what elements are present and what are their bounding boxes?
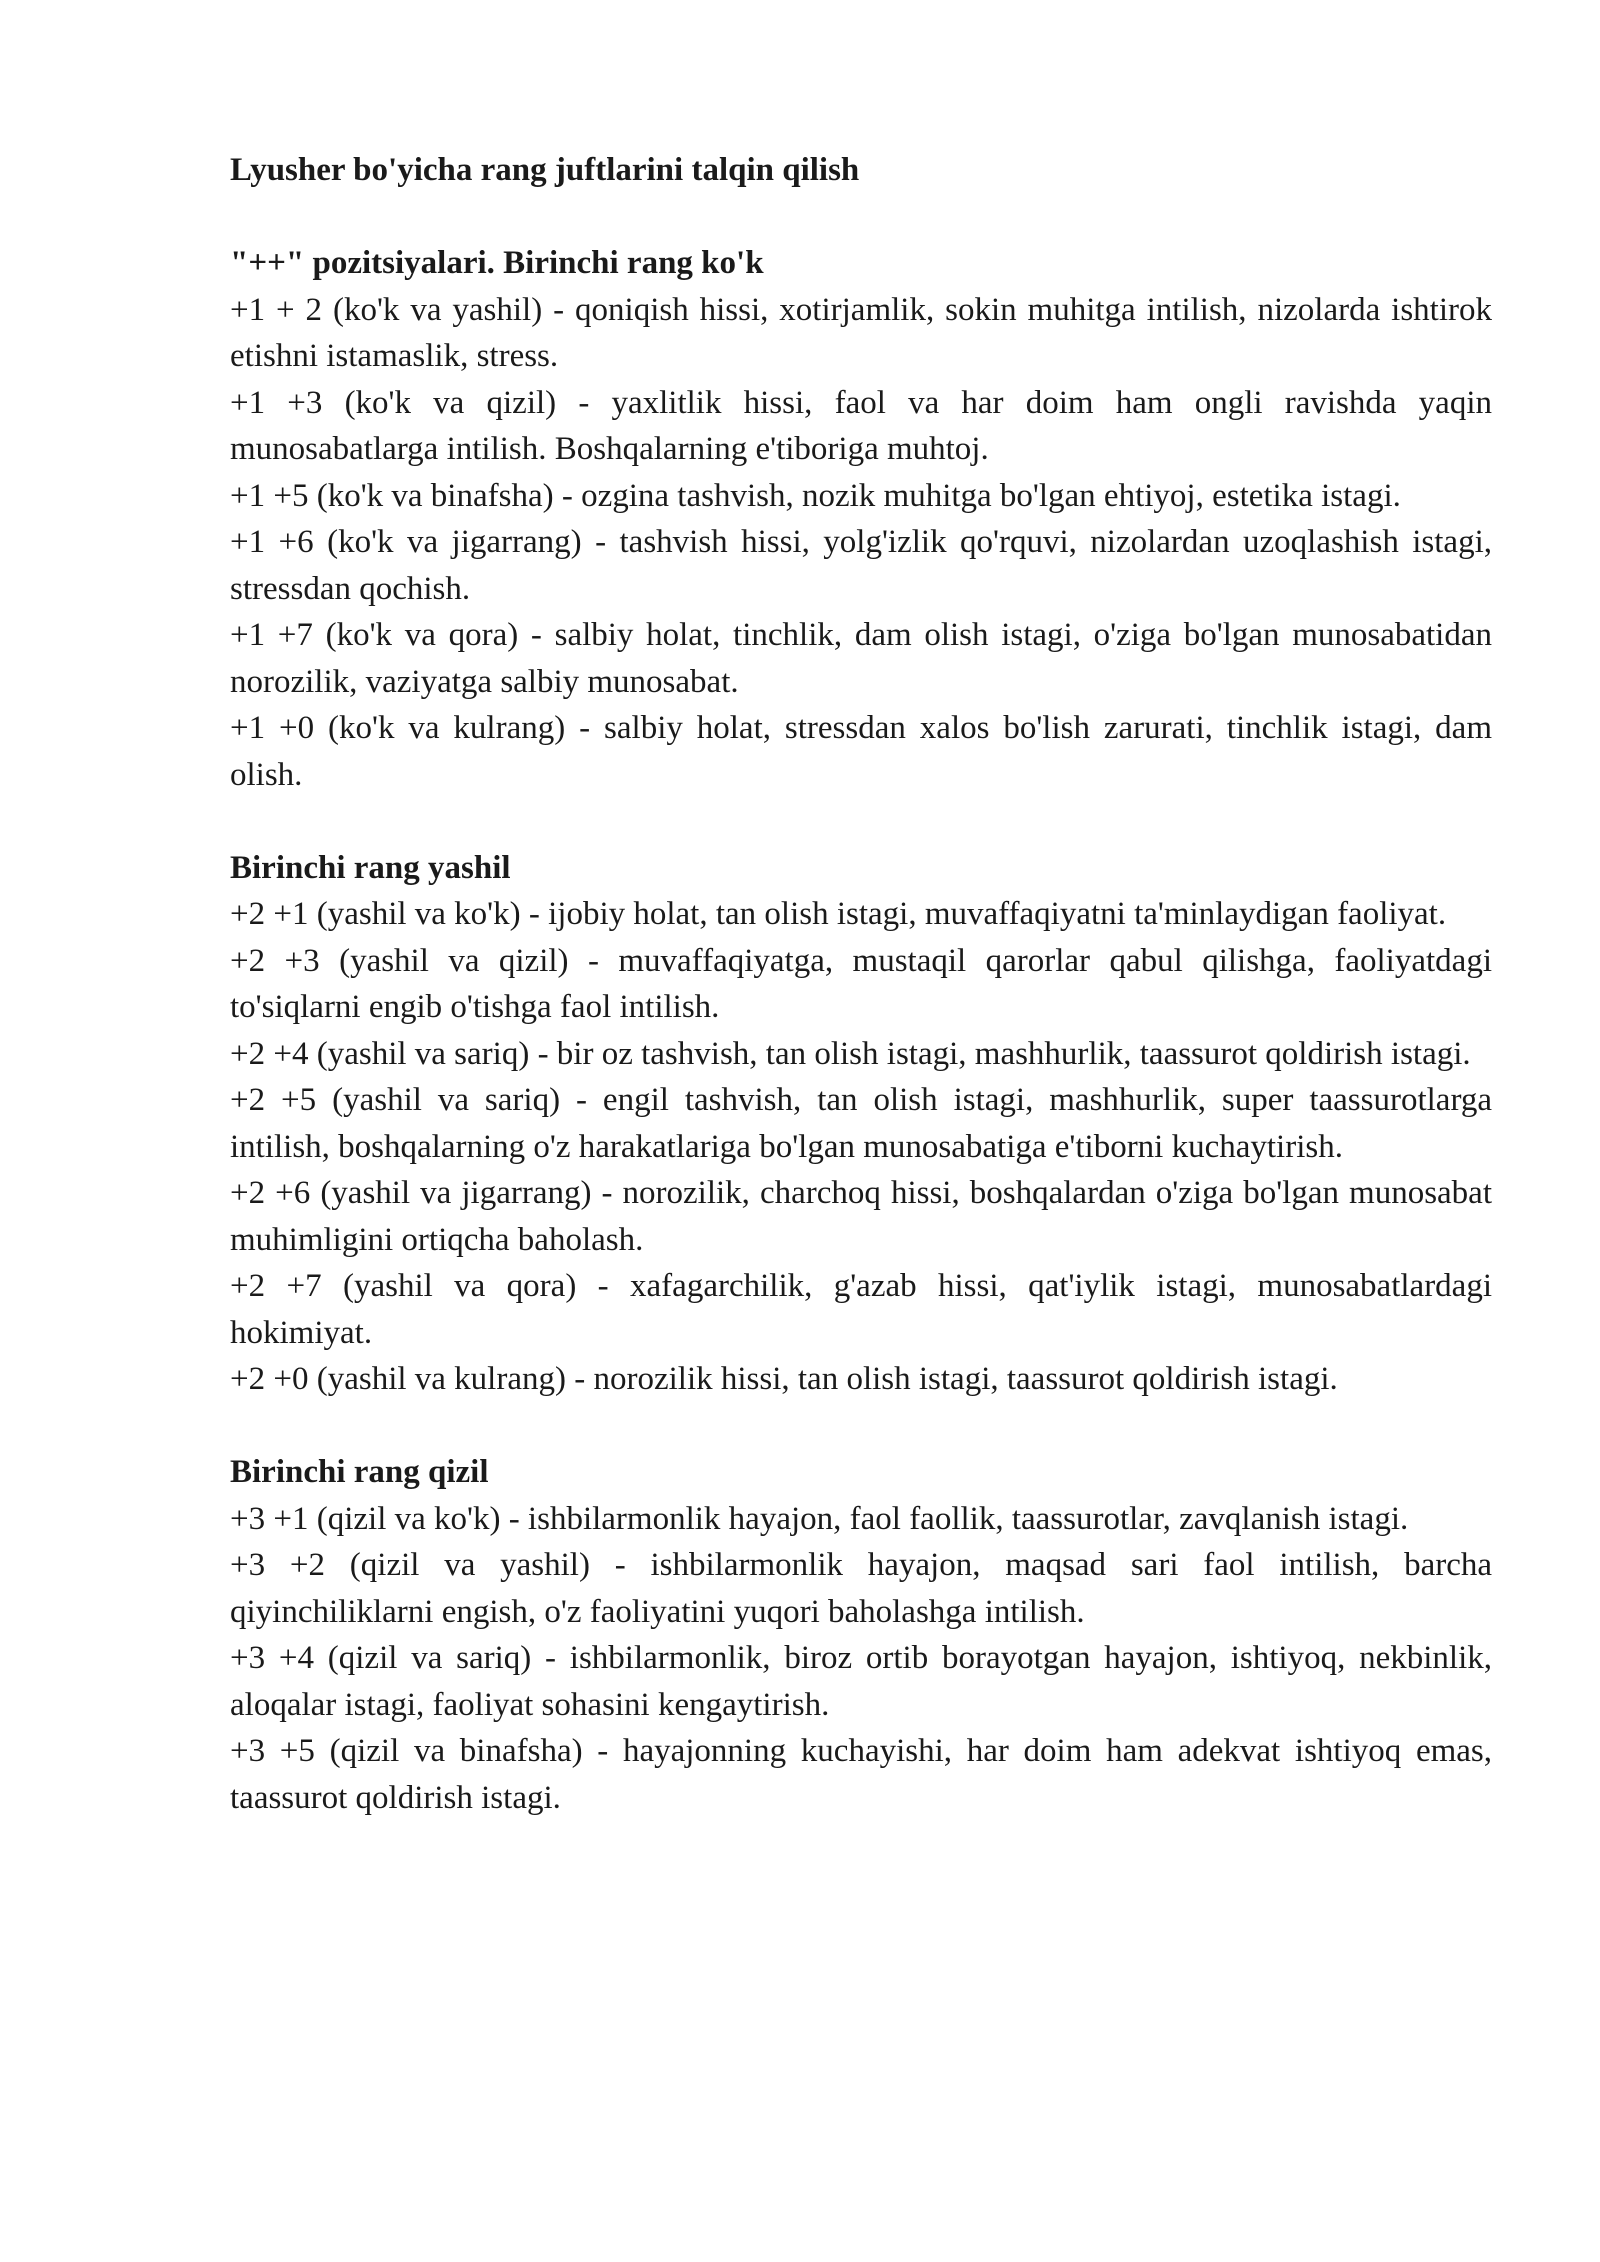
section-blue <box>230 240 1492 798</box>
color-pair-entry: +2 +0 (yashil va kulrang) - norozilik hissi, tan olish istagi, taassurot qoldirish istagi. <box>230 1361 1338 1397</box>
color-pair-entry: +2 +6 (yashil va jigarrang) - norozilik, charchoq hissi, boshqalardan o'ziga bo'lgan munosabat muhimligini ortiqcha baholash. <box>230 1175 1492 1258</box>
color-pair-entry: +2 +1 (yashil va ko'k) - ijobiy holat, tan olish istagi, muvaffaqiyatni ta'minlaydigan faoliyat. <box>230 896 1447 932</box>
color-pair-entry: +1 +3 (ko'k va qizil) - yaxlitlik hissi, faol va har doim ham ongli ravishda yaqin munosabatlarga intilish. Boshqalarning e'tiboriga muhtoj. <box>230 384 1492 467</box>
section-heading: Birinchi rang yashil <box>230 849 511 886</box>
section-green <box>230 845 1492 1403</box>
color-pair-entry: +1 +5 (ko'k va binafsha) - ozgina tashvish, nozik muhitga bo'lgan ehtiyoj, estetika istagi. <box>230 477 1401 514</box>
color-pair-entry: +2 +3 (yashil va qizil) - muvaffaqiyatga, mustaqil qarorlar qabul qilishga, faoliyatdagi to'siqlarni engib o'tishga faol intilish. <box>230 942 1492 1025</box>
document-page <box>230 147 1492 1868</box>
color-pair-entry: +1 + 2 (ko'k va yashil) - qoniqish hissi, xotirjamlik, sokin muhitga intilish, nizolarda ishtirok etishni istamaslik, stress. <box>230 291 1492 374</box>
color-pair-entry: +1 +6 (ko'k va jigarrang) - tashvish hissi, yolg'izlik qo'rquvi, nizolardan uzoqlashish istagi, stressdan qochish. <box>230 524 1492 607</box>
color-pair-entry: +3 +4 (qizil va sariq) - ishbilarmonlik, biroz ortib borayotgan hayajon, ishtiyoq, nekbinlik, aloqalar istagi, faoliyat sohasini kengaytirish. <box>230 1640 1492 1723</box>
section-heading: "++" pozitsiyalari. Birinchi rang ko'k <box>230 245 764 281</box>
document-title: Lyusher bo'yicha rang juftlarini talqin qilish <box>230 152 860 188</box>
color-pair-entry: +3 +2 (qizil va yashil) - ishbilarmonlik hayajon, maqsad sari faol intilish, barcha qiyinchiliklarni engish, o'z faoliyatini yuqori baholashga intilish. <box>230 1547 1492 1630</box>
color-pair-entry: +1 +7 (ko'k va qora) - salbiy holat, tinchlik, dam olish istagi, o'ziga bo'lgan munosabatidan norozilik, vaziyatga salbiy munosabat. <box>230 617 1492 700</box>
color-pair-entry: +1 +0 (ko'k va kulrang) - salbiy holat, stressdan xalos bo'lish zarurati, tinchlik istagi, dam olish. <box>230 710 1492 793</box>
color-pair-entry: +3 +5 (qizil va binafsha) - hayajonning kuchayishi, har doim ham adekvat ishtiyoq emas, taassurot qoldirish istagi. <box>230 1733 1492 1816</box>
section-heading: Birinchi rang qizil <box>230 1454 489 1490</box>
color-pair-entry: +2 +5 (yashil va sariq) - engil tashvish, tan olish istagi, mashhurlik, super taassurotlarga intilish, boshqalarning o'z harakatlariga bo'lgan munosabatiga e'tiborni kuchaytirish. <box>230 1082 1492 1165</box>
color-pair-entry: +2 +7 (yashil va qora) - xafagarchilik, g'azab hissi, qat'iylik istagi, munosabatlardagi hokimiyat. <box>230 1268 1492 1351</box>
section-red <box>230 1449 1492 1821</box>
color-pair-entry: +2 +4 (yashil va sariq) - bir oz tashvish, tan olish istagi, mashhurlik, taassurot qoldirish istagi. <box>230 1035 1471 1072</box>
color-pair-entry: +3 +1 (qizil va ko'k) - ishbilarmonlik hayajon, faol faollik, taassurotlar, zavqlanish istagi. <box>230 1500 1409 1537</box>
